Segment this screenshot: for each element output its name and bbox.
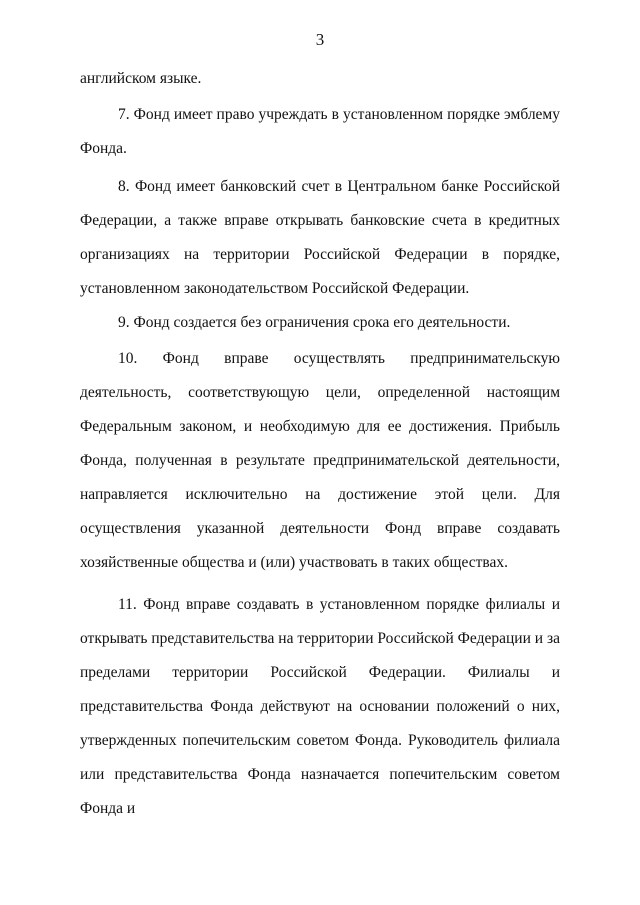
paragraph-item-8: 8. Фонд имеет банковский счет в Центральном банке Российской Федерации, а также вправе открывать банковские счета в кредитных организациях на территории Российской Федерации в порядке, установленном законодательством Российской Федерации. xyxy=(80,178,560,297)
paragraph-continuation: английском языке. xyxy=(80,70,202,87)
paragraph-item-10: 10. Фонд вправе осуществлять предпринимательскую деятельность, соответствующую цели, определенной настоящим Федеральным законом, и необходимую для ее достижения. Прибыль Фонда, полученная в результате предпринимательской деятельности, направляется исключительно на достижение этой цели. Для осуществления указанной деятельности Фонд вправе создавать хозяйственные общества и (или) участвовать в таких обществах. xyxy=(80,350,560,571)
document-body xyxy=(80,62,560,826)
page-number: 3 xyxy=(315,30,325,49)
paragraph-item-7: 7. Фонд имеет право учреждать в установленном порядке эмблему Фонда. xyxy=(80,106,560,157)
paragraph-item-11: 11. Фонд вправе создавать в установленном порядке филиалы и открывать представительства на территории Российской Федерации и за пределами территории Российской Федерации. Филиалы и представительства Фонда действуют на основании положений о них, утвержденных попечительским советом Фонда. Руководитель филиала или представительства Фонда назначается попечительским советом Фонда и xyxy=(80,596,560,817)
paragraph-item-9: 9. Фонд создается без ограничения срока его деятельности. xyxy=(118,314,511,331)
